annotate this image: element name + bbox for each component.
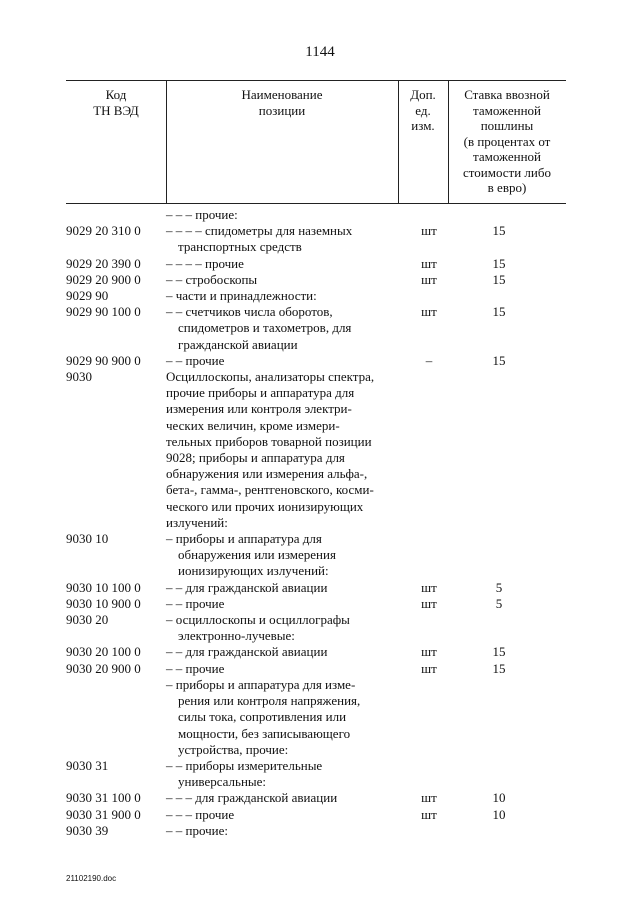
row-code: 9029 20 390 0 [66, 255, 141, 271]
row-rate [454, 612, 544, 644]
header-unit-line: ед. [415, 102, 431, 118]
row-code: 9029 90 900 0 [66, 352, 141, 368]
row-name [166, 677, 404, 758]
table-row [66, 823, 566, 839]
row-name-line: – – прочие [166, 352, 225, 368]
row-code: 9030 10 [66, 531, 109, 547]
table-row [66, 677, 566, 758]
table-row [66, 531, 566, 580]
row-name-line: – – прочие: [166, 822, 228, 838]
row-name [166, 661, 404, 677]
row-rate: 15 [492, 255, 506, 271]
row-unit: шт [421, 223, 437, 239]
row-unit: шт [421, 790, 437, 806]
row-unit [404, 612, 454, 644]
row-name [166, 256, 404, 272]
row-name-line: транспортных средств [178, 239, 302, 255]
row-code: 9030 [66, 369, 92, 385]
row-name-line: устройства, прочие: [178, 741, 289, 757]
row-name-line: 9028; приборы и аппаратура для [166, 450, 345, 466]
header-rate-line: Ставка ввозной [464, 87, 550, 102]
row-rate [454, 207, 544, 223]
row-name [166, 596, 404, 612]
header-name [166, 87, 398, 118]
header-name-line: Наименование [241, 87, 323, 102]
row-name-line: – приборы и аппаратура для изме- [166, 676, 356, 692]
row-unit [404, 758, 454, 790]
row-rate: 15 [492, 271, 506, 287]
header-rate-line: таможенной [473, 102, 541, 118]
row-rate [454, 288, 544, 304]
table-row [66, 644, 566, 660]
row-name-line: – – счетчиков числа оборотов, [166, 304, 333, 320]
row-code: 9030 20 100 0 [66, 644, 141, 660]
table-row [66, 223, 566, 255]
header-rate-line: пошлины [480, 118, 534, 133]
header-name-line: позиции [258, 102, 306, 118]
row-name [166, 531, 404, 580]
row-unit: шт [421, 304, 437, 320]
table-row [66, 580, 566, 596]
row-name-line: – – – – спидометры для наземных [166, 223, 353, 239]
table-row [66, 790, 566, 806]
row-rate: 10 [492, 806, 506, 822]
row-rate: 15 [492, 223, 506, 239]
row-name-line: – приборы и аппаратура для [166, 531, 322, 547]
row-name-line: ческого или прочих ионизирующих [166, 498, 364, 514]
row-unit [404, 207, 454, 223]
row-unit: шт [421, 595, 437, 611]
row-name-line: измерения или контроля электри- [166, 401, 352, 417]
row-rate: 5 [495, 579, 503, 595]
row-code: 9030 10 100 0 [66, 579, 141, 595]
row-name [166, 304, 404, 353]
row-name-line: обнаружения или измерения [178, 547, 336, 563]
row-unit [404, 823, 454, 839]
header-rate-line: в евро) [487, 180, 527, 195]
row-name [166, 790, 404, 806]
row-name [166, 580, 404, 596]
row-code: 9029 20 310 0 [66, 223, 141, 239]
row-rate: 10 [492, 790, 506, 806]
row-unit: шт [421, 660, 437, 676]
table-row [66, 369, 566, 531]
table-body [66, 204, 566, 839]
row-unit: – [425, 352, 433, 368]
file-name-footer: 21102190.doc [66, 874, 117, 883]
row-code: 9030 20 900 0 [66, 660, 141, 676]
row-code: 9029 20 900 0 [66, 271, 141, 287]
row-name-line: бета-, гамма-, рентгеновского, косми- [166, 482, 374, 498]
row-name [166, 612, 404, 644]
table-row [66, 288, 566, 304]
row-unit [404, 288, 454, 304]
row-unit: шт [421, 271, 437, 287]
row-unit [404, 531, 454, 580]
header-code-line: ТН ВЭД [93, 102, 139, 118]
table-row [66, 596, 566, 612]
header-unit-line: Доп. [410, 87, 436, 102]
row-name [166, 758, 404, 790]
row-code [66, 677, 166, 758]
row-name-line: гражданской авиации [178, 336, 298, 352]
row-unit: шт [421, 255, 437, 271]
row-name-line: – части и принадлежности: [166, 288, 317, 304]
tariff-table [66, 80, 566, 839]
row-name-line: Осциллоскопы, анализаторы спектра, [166, 369, 375, 385]
table-row [66, 807, 566, 823]
row-code: 9029 90 [66, 288, 109, 304]
row-rate: 15 [492, 352, 506, 368]
row-name [166, 644, 404, 660]
row-rate: 5 [495, 595, 503, 611]
header-rate-line: таможенной [473, 149, 541, 164]
row-name-line: – – прочие [166, 660, 225, 676]
row-name-line: рения или контроля напряжения, [178, 693, 361, 709]
row-rate: 15 [492, 304, 506, 320]
table-row [66, 272, 566, 288]
row-name-line: ческих величин, кроме измери- [166, 417, 340, 433]
row-name [166, 223, 404, 255]
row-unit: шт [421, 579, 437, 595]
row-name-line: – – для гражданской авиации [166, 644, 328, 660]
row-rate [454, 758, 544, 790]
row-name [166, 272, 404, 288]
header-code-line: Код [105, 87, 127, 102]
row-name-line: прочие приборы и аппаратура для [166, 385, 355, 401]
row-name [166, 353, 404, 369]
row-rate [454, 823, 544, 839]
row-name-line: мощности, без записывающего [178, 725, 351, 741]
row-name-line: – – – – прочие [166, 255, 244, 271]
row-rate [454, 677, 544, 758]
row-code: 9030 31 900 0 [66, 806, 141, 822]
row-rate [454, 369, 544, 531]
row-name-line: – – стробоскопы [166, 271, 258, 287]
row-unit [404, 677, 454, 758]
table-row [66, 758, 566, 790]
header-unit [398, 87, 448, 134]
row-name-line: ионизирующих излучений: [178, 563, 329, 579]
header-rate-line: стоимости либо [462, 164, 551, 180]
row-name [166, 807, 404, 823]
table-row [66, 304, 566, 353]
header-code [66, 87, 166, 118]
row-code: 9030 20 [66, 612, 109, 628]
row-unit: шт [421, 806, 437, 822]
row-name-line: – – – прочие: [166, 207, 238, 222]
row-name-line: – осциллоскопы и осциллографы [166, 612, 350, 628]
row-name-line: спидометров и тахометров, для [178, 320, 352, 336]
row-code: 9029 90 100 0 [66, 304, 141, 320]
row-name-line: – – прочие [166, 595, 225, 611]
row-name-line: – – – прочие [166, 806, 235, 822]
row-code: 9030 31 [66, 757, 109, 773]
row-rate: 15 [492, 644, 506, 660]
row-code: 9030 39 [66, 822, 109, 838]
page-number: 1144 [305, 44, 335, 60]
row-name-line: силы тока, сопротивления или [178, 709, 347, 725]
table-row [66, 612, 566, 644]
table-row [66, 353, 566, 369]
row-name-line: – – для гражданской авиации [166, 579, 328, 595]
header-rate-line: (в процентах от [463, 133, 551, 149]
row-name-line: универсальные: [178, 774, 267, 790]
table-header [66, 80, 566, 204]
row-name [166, 288, 404, 304]
row-code [66, 207, 166, 223]
header-rate [448, 87, 566, 196]
row-name-line: электронно-лучевые: [178, 628, 295, 644]
row-unit: шт [421, 644, 437, 660]
row-unit [404, 369, 454, 531]
table-row [66, 661, 566, 677]
table-row [66, 207, 566, 223]
row-name [166, 207, 404, 223]
row-name [166, 823, 404, 839]
row-name-line: излучений: [166, 514, 228, 530]
header-unit-line: изм. [411, 118, 435, 133]
row-code: 9030 10 900 0 [66, 595, 141, 611]
row-name-line: тельных приборов товарной позиции [166, 433, 372, 449]
row-rate [454, 531, 544, 580]
row-name-line: обнаружения или измерения альфа-, [166, 466, 368, 482]
row-rate: 15 [492, 660, 506, 676]
row-name-line: – – – для гражданской авиации [166, 790, 338, 806]
row-code: 9030 31 100 0 [66, 790, 141, 806]
table-row [66, 256, 566, 272]
row-name [166, 369, 404, 531]
row-name-line: – – приборы измерительные [166, 757, 323, 773]
